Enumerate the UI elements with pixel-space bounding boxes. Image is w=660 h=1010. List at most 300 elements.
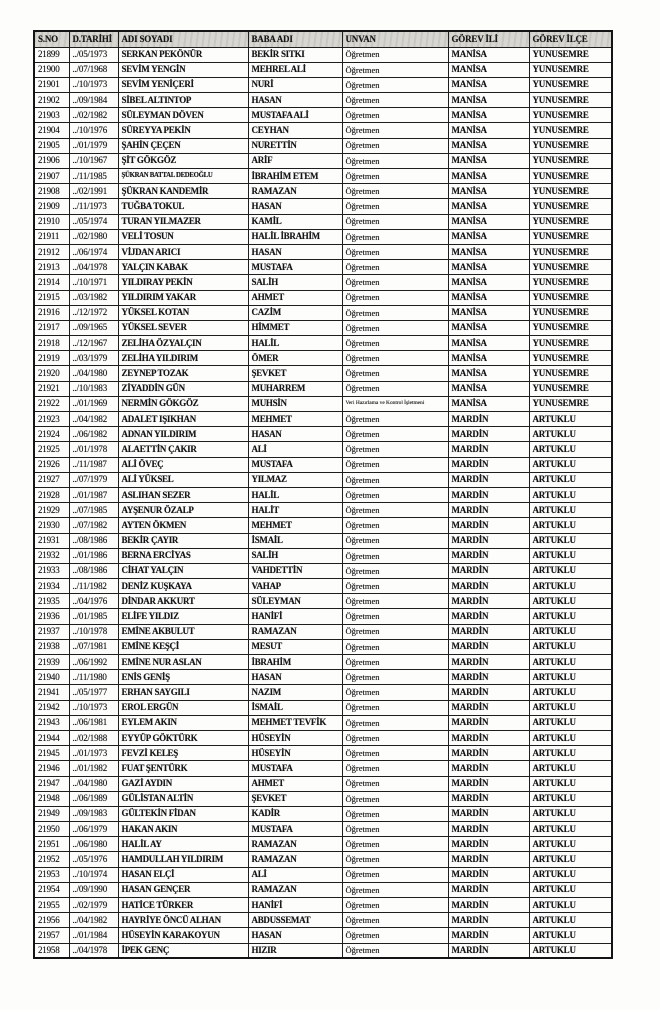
table-row: [34, 214, 612, 229]
table-row: [34, 761, 612, 776]
cell-sno: 21902: [34, 93, 69, 108]
cell-sno: 21926: [34, 457, 69, 472]
cell-province: MANİSA: [448, 244, 529, 259]
cell-full-name: SİBEL ALTINTOP: [118, 93, 248, 108]
cell-title: Öğretmen: [342, 290, 448, 305]
cell-title: Öğretmen: [342, 184, 448, 199]
cell-father-name: HASAN: [248, 427, 342, 442]
column-header-sno: S.NO: [34, 31, 69, 47]
cell-sno: 21950: [34, 822, 69, 837]
cell-full-name: ADALET IŞIKHAN: [118, 412, 248, 427]
cell-title: Öğretmen: [342, 457, 448, 472]
cell-father-name: BEKİR SITKI: [248, 47, 342, 62]
cell-title: Öğretmen: [342, 442, 448, 457]
cell-title: Öğretmen: [342, 730, 448, 745]
cell-father-name: RAMAZAN: [248, 882, 342, 897]
cell-birthdate: ../11/1985: [69, 169, 118, 184]
cell-sno: 21940: [34, 670, 69, 685]
cell-province: MARDİN: [448, 913, 529, 928]
cell-title: Öğretmen: [342, 320, 448, 335]
cell-province: MANİSA: [448, 93, 529, 108]
table-row: [34, 867, 612, 882]
cell-sno: 21920: [34, 366, 69, 381]
cell-district: YUNUSEMRE: [529, 275, 612, 290]
cell-father-name: MEHMET: [248, 412, 342, 427]
cell-father-name: MESUT: [248, 639, 342, 654]
cell-birthdate: ../01/1985: [69, 609, 118, 624]
cell-full-name: EMİNE NUR ASLAN: [118, 655, 248, 670]
cell-district: ARTUKLU: [529, 791, 612, 806]
cell-district: YUNUSEMRE: [529, 93, 612, 108]
cell-district: ARTUKLU: [529, 563, 612, 578]
cell-province: MANİSA: [448, 199, 529, 214]
cell-province: MARDİN: [448, 776, 529, 791]
cell-title: Öğretmen: [342, 639, 448, 654]
cell-father-name: ÖMER: [248, 351, 342, 366]
cell-full-name: AYŞENUR ÖZALP: [118, 503, 248, 518]
cell-full-name: EYLEM AKIN: [118, 715, 248, 730]
cell-province: MANİSA: [448, 62, 529, 77]
cell-province: MARDİN: [448, 928, 529, 943]
cell-province: MANİSA: [448, 123, 529, 138]
table-row: [34, 305, 612, 320]
cell-father-name: ALİ: [248, 442, 342, 457]
cell-full-name: ŞÜKRAN KANDEMİR: [118, 184, 248, 199]
cell-birthdate: ../09/1983: [69, 806, 118, 821]
table-row: [34, 655, 612, 670]
cell-birthdate: ../01/1984: [69, 928, 118, 943]
cell-father-name: ARİF: [248, 153, 342, 168]
cell-birthdate: ../06/1992: [69, 655, 118, 670]
cell-full-name: EROL ERGÜN: [118, 700, 248, 715]
cell-full-name: GÜLTEKİN FİDAN: [118, 806, 248, 821]
cell-sno: 21927: [34, 472, 69, 487]
cell-birthdate: ../12/1972: [69, 305, 118, 320]
cell-district: ARTUKLU: [529, 852, 612, 867]
cell-sno: 21944: [34, 730, 69, 745]
cell-district: ARTUKLU: [529, 822, 612, 837]
table-row: [34, 260, 612, 275]
cell-birthdate: ../04/1982: [69, 913, 118, 928]
cell-father-name: VAHAP: [248, 579, 342, 594]
cell-father-name: İSMAİL: [248, 700, 342, 715]
cell-full-name: HATİCE TÜRKER: [118, 898, 248, 913]
cell-sno: 21914: [34, 275, 69, 290]
cell-province: MANİSA: [448, 229, 529, 244]
table-row: [34, 715, 612, 730]
cell-district: YUNUSEMRE: [529, 184, 612, 199]
cell-title: Öğretmen: [342, 336, 448, 351]
cell-birthdate: ../04/1980: [69, 366, 118, 381]
cell-district: ARTUKLU: [529, 624, 612, 639]
cell-title: Öğretmen: [342, 776, 448, 791]
cell-birthdate: ../06/1974: [69, 244, 118, 259]
cell-province: MANİSA: [448, 351, 529, 366]
cell-full-name: SÜREYYA PEKİN: [118, 123, 248, 138]
cell-title: Öğretmen: [342, 199, 448, 214]
cell-full-name: YILDIRAY PEKİN: [118, 275, 248, 290]
cell-father-name: HASAN: [248, 93, 342, 108]
cell-birthdate: ../06/1989: [69, 791, 118, 806]
column-header-father-name: BABA ADI: [248, 31, 342, 47]
cell-full-name: ŞÜKRAN BATTAL DEDEOĞLU: [118, 169, 248, 184]
cell-birthdate: ../01/1969: [69, 396, 118, 411]
cell-title: Öğretmen: [342, 427, 448, 442]
cell-province: MARDİN: [448, 700, 529, 715]
table-row: [34, 837, 612, 852]
cell-province: MANİSA: [448, 336, 529, 351]
cell-province: MARDİN: [448, 548, 529, 563]
cell-district: ARTUKLU: [529, 579, 612, 594]
cell-full-name: SÜLEYMAN DÖVEN: [118, 108, 248, 123]
cell-title: Öğretmen: [342, 93, 448, 108]
cell-title: Öğretmen: [342, 503, 448, 518]
cell-title: Öğretmen: [342, 214, 448, 229]
cell-birthdate: ../02/1988: [69, 730, 118, 745]
cell-district: YUNUSEMRE: [529, 47, 612, 62]
cell-full-name: FEVZİ KELEŞ: [118, 746, 248, 761]
cell-district: ARTUKLU: [529, 943, 612, 958]
cell-sno: 21904: [34, 123, 69, 138]
cell-birthdate: ../12/1967: [69, 336, 118, 351]
cell-province: MARDİN: [448, 685, 529, 700]
table-row: [34, 366, 612, 381]
cell-father-name: MEHMET: [248, 518, 342, 533]
cell-full-name: BEKİR ÇAYIR: [118, 533, 248, 548]
cell-full-name: ZEYNEP TOZAK: [118, 366, 248, 381]
cell-title: Öğretmen: [342, 761, 448, 776]
cell-birthdate: ../01/1973: [69, 746, 118, 761]
cell-father-name: MUSTAFA ALİ: [248, 108, 342, 123]
cell-father-name: HASAN: [248, 670, 342, 685]
cell-province: MARDİN: [448, 442, 529, 457]
table-row: [34, 594, 612, 609]
cell-father-name: CAZİM: [248, 305, 342, 320]
cell-father-name: RAMAZAN: [248, 624, 342, 639]
cell-province: MARDİN: [448, 639, 529, 654]
cell-father-name: KAMİL: [248, 214, 342, 229]
cell-full-name: YÜKSEL SEVER: [118, 320, 248, 335]
cell-full-name: NERMİN GÖKGÖZ: [118, 396, 248, 411]
table-row: [34, 822, 612, 837]
cell-birthdate: ../02/1982: [69, 108, 118, 123]
cell-father-name: ŞEVKET: [248, 366, 342, 381]
cell-birthdate: ../05/1976: [69, 852, 118, 867]
cell-title: Öğretmen: [342, 472, 448, 487]
cell-full-name: SEVİM YENGİN: [118, 62, 248, 77]
cell-district: ARTUKLU: [529, 882, 612, 897]
cell-father-name: HASAN: [248, 244, 342, 259]
cell-full-name: EMİNE AKBULUT: [118, 624, 248, 639]
table-row: [34, 199, 612, 214]
cell-title: Öğretmen: [342, 685, 448, 700]
cell-father-name: SÜLEYMAN: [248, 594, 342, 609]
cell-title: Öğretmen: [342, 47, 448, 62]
cell-district: YUNUSEMRE: [529, 336, 612, 351]
cell-father-name: AHMET: [248, 776, 342, 791]
cell-province: MARDİN: [448, 730, 529, 745]
cell-province: MARDİN: [448, 487, 529, 502]
cell-sno: 21913: [34, 260, 69, 275]
cell-birthdate: ../10/1973: [69, 700, 118, 715]
cell-sno: 21925: [34, 442, 69, 457]
cell-sno: 21958: [34, 943, 69, 958]
cell-father-name: MEHREL ALİ: [248, 62, 342, 77]
cell-birthdate: ../10/1971: [69, 275, 118, 290]
table-row: [34, 123, 612, 138]
cell-sno: 21903: [34, 108, 69, 123]
cell-father-name: MUHARREM: [248, 381, 342, 396]
cell-district: ARTUKLU: [529, 639, 612, 654]
column-header-full-name: ADI SOYADI: [118, 31, 248, 47]
cell-sno: 21937: [34, 624, 69, 639]
cell-full-name: HASAN GENÇER: [118, 882, 248, 897]
cell-title: Öğretmen: [342, 275, 448, 290]
table-row: [34, 639, 612, 654]
cell-province: MANİSA: [448, 305, 529, 320]
cell-title: Öğretmen: [342, 153, 448, 168]
cell-province: MARDİN: [448, 624, 529, 639]
cell-father-name: ALİ: [248, 867, 342, 882]
cell-birthdate: ../09/1990: [69, 882, 118, 897]
table-row: [34, 184, 612, 199]
cell-father-name: HÜSEYİN: [248, 746, 342, 761]
cell-father-name: KADİR: [248, 806, 342, 821]
cell-father-name: SALİH: [248, 548, 342, 563]
table-row: [34, 381, 612, 396]
cell-district: ARTUKLU: [529, 913, 612, 928]
cell-title: Öğretmen: [342, 882, 448, 897]
table-row: [34, 806, 612, 821]
cell-full-name: ZİYADDİN GÜN: [118, 381, 248, 396]
cell-title: Öğretmen: [342, 579, 448, 594]
cell-full-name: ENİS GENİŞ: [118, 670, 248, 685]
table-row: [34, 700, 612, 715]
table-row: [34, 351, 612, 366]
cell-birthdate: ../07/1982: [69, 518, 118, 533]
cell-sno: 21934: [34, 579, 69, 594]
cell-district: ARTUKLU: [529, 806, 612, 821]
cell-title: Öğretmen: [342, 715, 448, 730]
table-row: [34, 852, 612, 867]
cell-province: MANİSA: [448, 77, 529, 92]
cell-province: MARDİN: [448, 746, 529, 761]
cell-province: MARDİN: [448, 867, 529, 882]
cell-birthdate: ../06/1979: [69, 822, 118, 837]
cell-full-name: ZELİHA YILDIRIM: [118, 351, 248, 366]
cell-title: Öğretmen: [342, 260, 448, 275]
table-row: [34, 928, 612, 943]
cell-province: MANİSA: [448, 381, 529, 396]
cell-district: ARTUKLU: [529, 655, 612, 670]
table-row: [34, 533, 612, 548]
table-row: [34, 336, 612, 351]
cell-birthdate: ../10/1974: [69, 867, 118, 882]
cell-birthdate: ../02/1991: [69, 184, 118, 199]
cell-full-name: HAKAN AKIN: [118, 822, 248, 837]
cell-birthdate: ../07/1981: [69, 639, 118, 654]
cell-full-name: SERKAN PEKÖNÜR: [118, 47, 248, 62]
cell-full-name: ALİ ÖVEÇ: [118, 457, 248, 472]
cell-full-name: ASLIHAN SEZER: [118, 487, 248, 502]
cell-father-name: HANİFİ: [248, 898, 342, 913]
cell-province: MARDİN: [448, 533, 529, 548]
cell-full-name: ERHAN SAYGILI: [118, 685, 248, 700]
cell-province: MARDİN: [448, 594, 529, 609]
cell-sno: 21929: [34, 503, 69, 518]
table-row: [34, 943, 612, 958]
cell-father-name: ABDUSSEMAT: [248, 913, 342, 928]
cell-full-name: ADNAN YILDIRIM: [118, 427, 248, 442]
table-row: [34, 412, 612, 427]
cell-sno: 21909: [34, 199, 69, 214]
table-row: [34, 108, 612, 123]
cell-district: ARTUKLU: [529, 457, 612, 472]
cell-district: ARTUKLU: [529, 442, 612, 457]
cell-province: MARDİN: [448, 457, 529, 472]
cell-sno: 21915: [34, 290, 69, 305]
cell-father-name: CEYHAN: [248, 123, 342, 138]
cell-district: ARTUKLU: [529, 670, 612, 685]
cell-birthdate: ../01/1978: [69, 442, 118, 457]
table-row: [34, 776, 612, 791]
cell-province: MARDİN: [448, 563, 529, 578]
table-row: [34, 791, 612, 806]
cell-birthdate: ../10/1976: [69, 123, 118, 138]
cell-province: MARDİN: [448, 761, 529, 776]
table-row: [34, 62, 612, 77]
cell-birthdate: ../04/1978: [69, 943, 118, 958]
cell-sno: 21923: [34, 412, 69, 427]
cell-birthdate: ../06/1980: [69, 837, 118, 852]
cell-birthdate: ../06/1982: [69, 427, 118, 442]
cell-title: Öğretmen: [342, 700, 448, 715]
cell-sno: 21942: [34, 700, 69, 715]
cell-title: Öğretmen: [342, 518, 448, 533]
cell-sno: 21954: [34, 882, 69, 897]
table-row: [34, 487, 612, 502]
cell-province: MANİSA: [448, 260, 529, 275]
cell-title: Öğretmen: [342, 229, 448, 244]
table-row: [34, 457, 612, 472]
cell-title: Öğretmen: [342, 609, 448, 624]
cell-full-name: HASAN ELÇİ: [118, 867, 248, 882]
cell-sno: 21943: [34, 715, 69, 730]
table-row: [34, 153, 612, 168]
cell-province: MANİSA: [448, 169, 529, 184]
cell-district: ARTUKLU: [529, 518, 612, 533]
cell-sno: 21948: [34, 791, 69, 806]
cell-sno: 21906: [34, 153, 69, 168]
cell-sno: 21935: [34, 594, 69, 609]
table-header: [34, 31, 612, 47]
cell-district: ARTUKLU: [529, 685, 612, 700]
table-row: [34, 138, 612, 153]
cell-province: MANİSA: [448, 320, 529, 335]
cell-district: YUNUSEMRE: [529, 108, 612, 123]
table-row: [34, 624, 612, 639]
cell-sno: 21941: [34, 685, 69, 700]
cell-full-name: CİHAT YALÇIN: [118, 563, 248, 578]
cell-birthdate: ../10/1978: [69, 624, 118, 639]
cell-birthdate: ../01/1979: [69, 138, 118, 153]
cell-birthdate: ../04/1982: [69, 412, 118, 427]
cell-sno: 21952: [34, 852, 69, 867]
cell-birthdate: ../11/1982: [69, 579, 118, 594]
cell-full-name: ALAETTİN ÇAKIR: [118, 442, 248, 457]
cell-title: Öğretmen: [342, 305, 448, 320]
cell-sno: 21953: [34, 867, 69, 882]
cell-father-name: RAMAZAN: [248, 837, 342, 852]
cell-father-name: HALİT: [248, 503, 342, 518]
cell-title: Öğretmen: [342, 837, 448, 852]
cell-title: Öğretmen: [342, 943, 448, 958]
cell-province: MARDİN: [448, 715, 529, 730]
table-row: [34, 913, 612, 928]
table-row: [34, 169, 612, 184]
cell-full-name: İPEK GENÇ: [118, 943, 248, 958]
table-row: [34, 579, 612, 594]
cell-district: YUNUSEMRE: [529, 305, 612, 320]
cell-birthdate: ../05/1973: [69, 47, 118, 62]
cell-full-name: FUAT ŞENTÜRK: [118, 761, 248, 776]
cell-title: Öğretmen: [342, 655, 448, 670]
cell-father-name: RAMAZAN: [248, 852, 342, 867]
cell-title: Öğretmen: [342, 594, 448, 609]
cell-title: Öğretmen: [342, 62, 448, 77]
table-row: [34, 472, 612, 487]
cell-title: Öğretmen: [342, 77, 448, 92]
cell-full-name: ZELİHA ÖZYALÇIN: [118, 336, 248, 351]
cell-province: MANİSA: [448, 275, 529, 290]
cell-district: YUNUSEMRE: [529, 123, 612, 138]
cell-father-name: İBRAHİM ETEM: [248, 169, 342, 184]
table-body: [34, 47, 612, 958]
cell-province: MARDİN: [448, 472, 529, 487]
cell-province: MARDİN: [448, 882, 529, 897]
cell-father-name: MUSTAFA: [248, 260, 342, 275]
cell-title: Öğretmen: [342, 806, 448, 821]
cell-sno: 21924: [34, 427, 69, 442]
table-row: [34, 290, 612, 305]
cell-district: ARTUKLU: [529, 594, 612, 609]
cell-sno: 21911: [34, 229, 69, 244]
cell-father-name: YILMAZ: [248, 472, 342, 487]
cell-full-name: DİNDAR AKKURT: [118, 594, 248, 609]
cell-province: MARDİN: [448, 655, 529, 670]
cell-district: ARTUKLU: [529, 730, 612, 745]
cell-full-name: VELİ TOSUN: [118, 229, 248, 244]
cell-district: YUNUSEMRE: [529, 169, 612, 184]
cell-father-name: HÜSEYİN: [248, 730, 342, 745]
cell-sno: 21939: [34, 655, 69, 670]
table-row: [34, 275, 612, 290]
cell-district: YUNUSEMRE: [529, 229, 612, 244]
cell-sno: 21921: [34, 381, 69, 396]
cell-birthdate: ../10/1983: [69, 381, 118, 396]
table-row: [34, 244, 612, 259]
cell-father-name: NAZIM: [248, 685, 342, 700]
cell-district: YUNUSEMRE: [529, 214, 612, 229]
cell-birthdate: ../01/1986: [69, 548, 118, 563]
cell-district: ARTUKLU: [529, 700, 612, 715]
cell-province: MANİSA: [448, 153, 529, 168]
cell-sno: 21916: [34, 305, 69, 320]
cell-birthdate: ../07/1968: [69, 62, 118, 77]
cell-district: ARTUKLU: [529, 746, 612, 761]
cell-birthdate: ../01/1982: [69, 761, 118, 776]
cell-full-name: BERNA ERCİYAS: [118, 548, 248, 563]
